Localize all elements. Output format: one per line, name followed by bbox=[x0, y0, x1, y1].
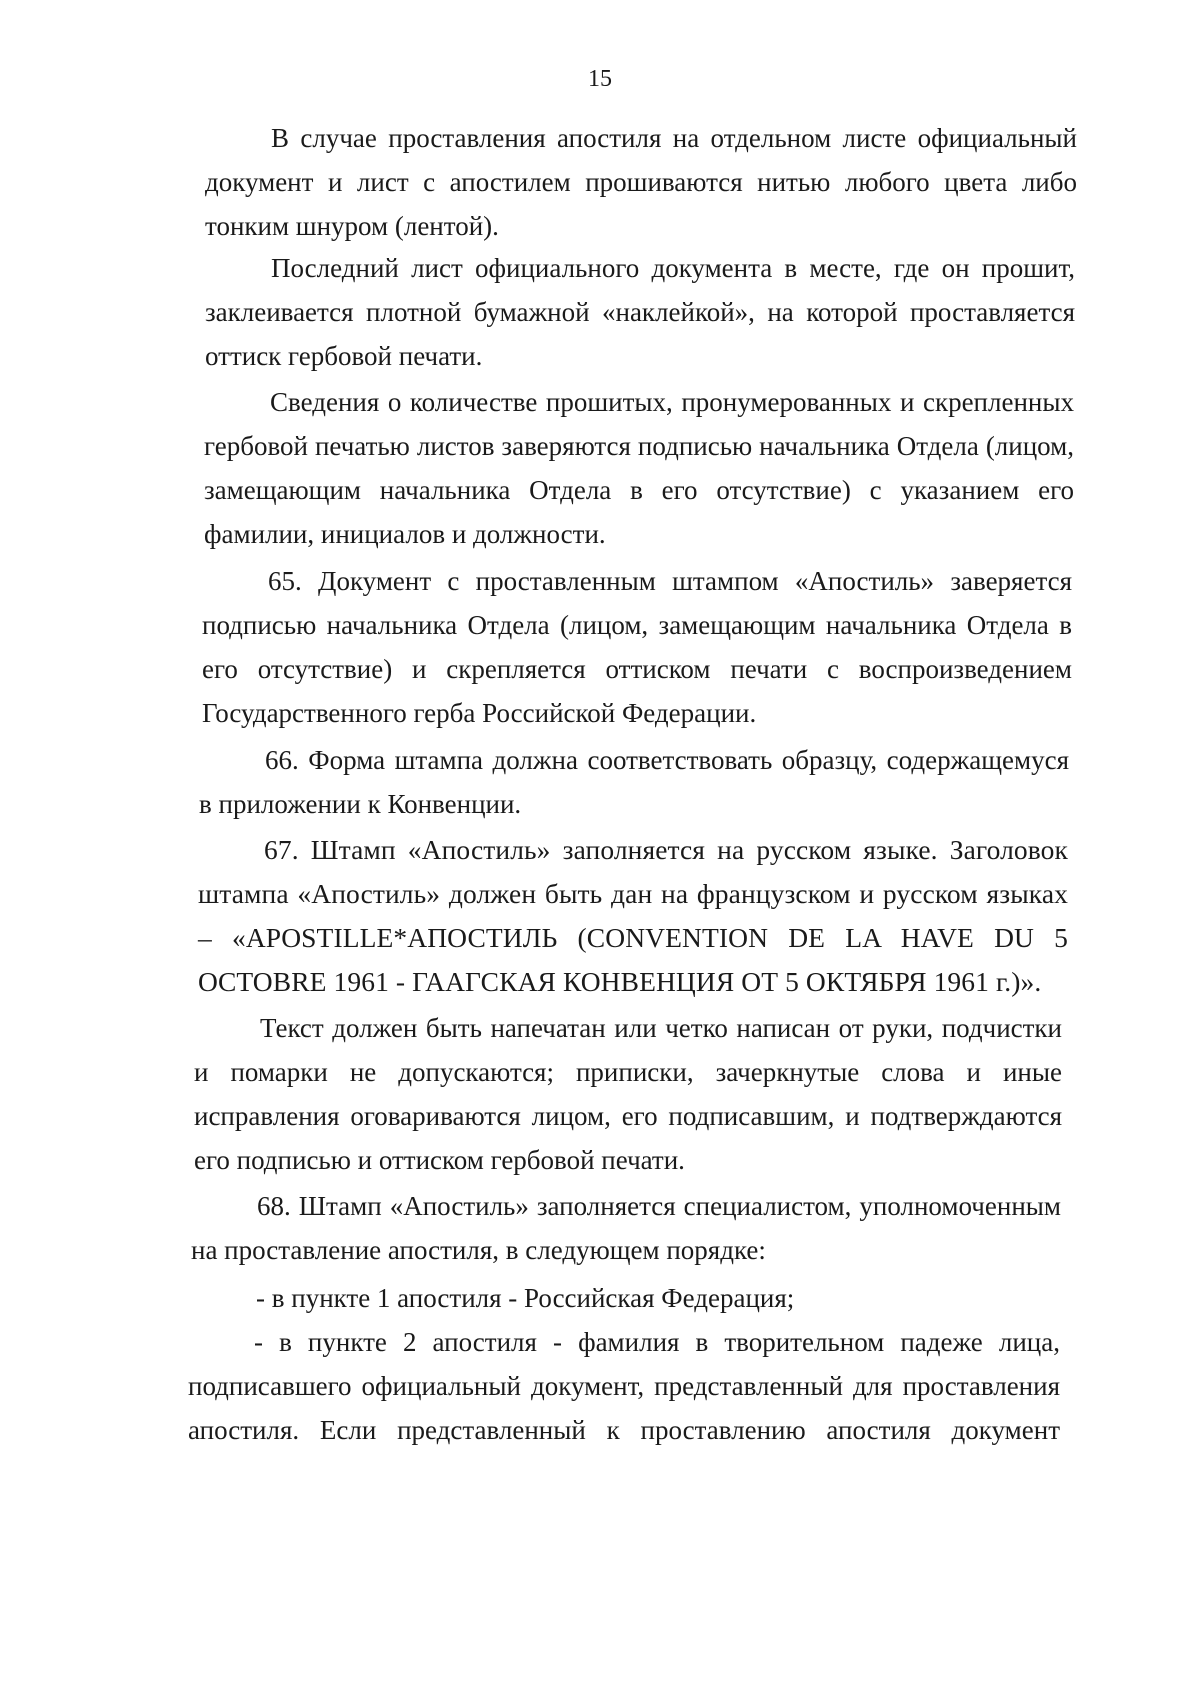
paragraph-item-67: 67. Штамп «Апостиль» заполняется на русском языке. Заголовок штампа «Апостиль» должен быть дан на французском и русском языках – «APOSTILLE*АПОСТИЛЬ (CONVENTION DE LA HAVE DU 5 OCTOBRE 1961 - ГААГСКАЯ КОНВЕНЦИЯ ОТ 5 ОКТЯБРЯ 1961 г.)». bbox=[198, 834, 1068, 997]
paragraph-text-requirements: Текст должен быть напечатан или четко написан от руки, подчистки и помарки не допускаются; приписки, зачеркнутые слова и иные исправления оговариваются лицом, его подписавшим, и подтверждаются его подписью и оттиском гербовой печати. bbox=[194, 1013, 1062, 1175]
paragraph-sheet-count-info: Сведения о количестве прошитых, пронумерованных и скрепленных гербовой печатью листов заверяются подписью начальника Отдела (лицом, замещающим начальника Отдела в его отсутствие) с указанием его фамилии, инициалов и должности. bbox=[204, 387, 1074, 549]
paragraph-last-sheet-sticker: Последний лист официального документа в месте, где он прошит, заклеивается плотной бумажной «наклейкой», на которой проставляется оттиск гербовой печати. bbox=[205, 253, 1075, 371]
page-number: 15 bbox=[588, 66, 612, 92]
paragraph-item-66: 66. Форма штампа должна соответствовать образцу, содержащемуся в приложении к Конвенции. bbox=[199, 745, 1069, 819]
paragraph-item-68: 68. Штамп «Апостиль» заполняется специалистом, уполномоченным на проставление апостиля, в следующем порядке: bbox=[191, 1191, 1061, 1265]
paragraph-point-1: - в пункте 1 апостиля - Российская Федерация; bbox=[256, 1283, 795, 1313]
paragraph-point-2: - в пункте 2 апостиля - фамилия в творительном падеже лица, подписавшего официальный документ, представленный для проставления апостиля. Если представленный к проставлению апостиля документ bbox=[188, 1327, 1060, 1445]
paragraph-item-65: 65. Документ с проставленным штампом «Апостиль» заверяется подписью начальника Отдела (лицом, замещающим начальника Отдела в его отсутствие) и скрепляется оттиском печати с воспроизведением Государственного герба Российской Федерации. bbox=[202, 566, 1072, 728]
paragraph-separate-sheet: В случае проставления апостиля на отдельном листе официальный документ и лист с апостилем прошиваются нитью любого цвета либо тонким шнуром (лентой). bbox=[205, 123, 1077, 241]
